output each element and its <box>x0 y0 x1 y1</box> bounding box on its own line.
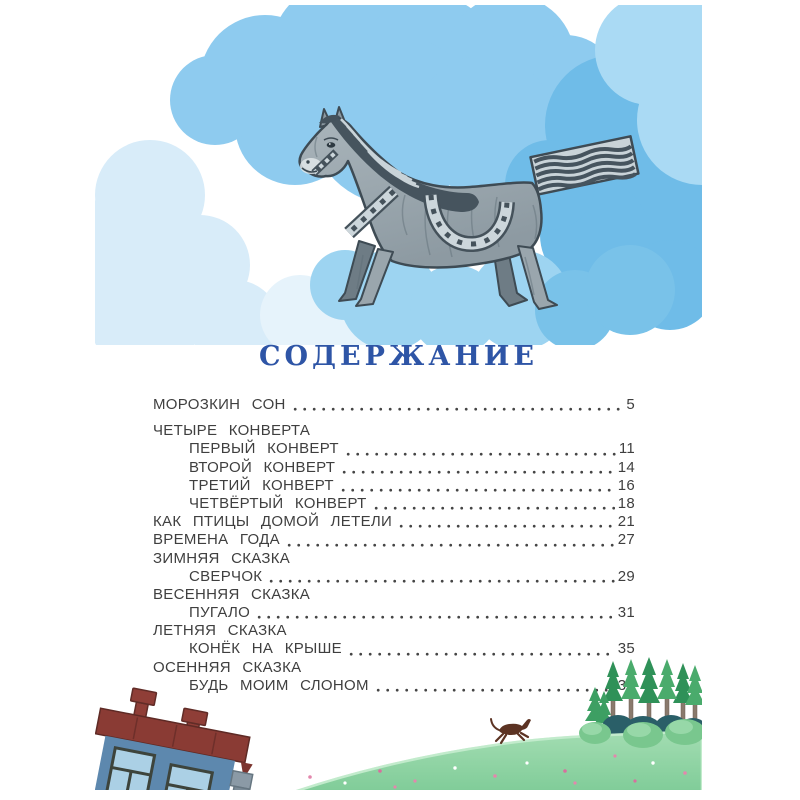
toc-page-number: 11 <box>618 440 635 458</box>
toc-entry-label: ЗИМНЯЯ СКАЗКА <box>153 549 291 567</box>
table-of-contents <box>153 396 635 695</box>
toc-dot-leader <box>269 574 614 586</box>
galloping-horse-illustration <box>491 719 531 743</box>
toc-entry <box>153 440 635 458</box>
toc-entry-label: ВЕСЕННЯЯ СКАЗКА <box>153 585 311 603</box>
toc-dot-leader <box>374 501 615 513</box>
toc-entry <box>153 422 635 440</box>
toc-entry <box>153 604 635 622</box>
clouds-and-toy-horse-illustration <box>95 5 702 345</box>
toc-dot-leader <box>257 610 615 622</box>
toc-entry-label: КОНЁК НА КРЫШЕ <box>189 640 342 658</box>
toc-dot-leader <box>293 402 624 414</box>
toc-entry-label: ЧЕТЫРЕ КОНВЕРТА <box>153 422 311 440</box>
toc-entry <box>153 495 635 513</box>
toc-entry <box>153 568 635 586</box>
toc-page-number: 16 <box>617 476 635 494</box>
toc-entry-label: ЛЕТНЯЯ СКАЗКА <box>153 622 287 640</box>
toc-page-number: 18 <box>617 494 635 512</box>
toc-entry <box>153 550 635 568</box>
toc-entry <box>153 586 635 604</box>
toc-page-number: 5 <box>626 396 635 413</box>
toc-entry-label: СВЕРЧОК <box>189 567 263 585</box>
toc-entry <box>153 513 635 531</box>
toc-entry-label: ЧЕТВЁРТЫЙ КОНВЕРТ <box>189 494 367 512</box>
toc-entry <box>153 477 635 495</box>
toc-entry-label: ВТОРОЙ КОНВЕРТ <box>189 458 336 476</box>
toc-entry <box>153 531 635 549</box>
meadow-illustration <box>95 655 702 790</box>
toc-dot-leader <box>287 538 615 550</box>
toc-dot-leader <box>341 483 615 495</box>
toc-entry-label: МОРОЗКИН СОН <box>153 396 286 413</box>
toc-page-number: 21 <box>617 513 635 531</box>
toc-entry <box>153 622 635 640</box>
toc-entry-label: КАК ПТИЦЫ ДОМОЙ ЛЕТЕЛИ <box>153 513 393 531</box>
contents-title: СОДЕРЖАНИЕ <box>259 341 538 372</box>
toc-entry-label: ОСЕННЯЯ СКАЗКА <box>153 658 302 676</box>
front-bushes <box>579 719 702 748</box>
top-illustration <box>95 5 702 345</box>
toc-page-number: 31 <box>617 604 635 622</box>
toc-page-number: 29 <box>617 567 635 585</box>
toc-entry-label: ПУГАЛО <box>189 604 251 622</box>
toc-dot-leader <box>399 519 615 531</box>
toc-entry-label: ВРЕМЕНА ГОДА <box>153 531 280 549</box>
toc-entry <box>153 459 635 477</box>
toc-dot-leader <box>346 447 616 459</box>
toc-entry-label: ПЕРВЫЙ КОНВЕРТ <box>189 440 339 458</box>
toc-page-number: 27 <box>617 531 635 549</box>
toc-entry-label: БУДЬ МОИМ СЛОНОМ <box>189 676 369 694</box>
house-illustration <box>95 683 265 790</box>
cloud-left-pale <box>95 140 280 345</box>
toc-entry-label: ТРЕТИЙ КОНВЕРТ <box>189 476 334 494</box>
toc-dot-leader <box>342 465 614 477</box>
toc-entry <box>153 396 635 414</box>
toc-page-number: 14 <box>617 458 635 476</box>
toc-page-number: 35 <box>617 640 635 658</box>
bottom-illustration <box>95 655 702 790</box>
